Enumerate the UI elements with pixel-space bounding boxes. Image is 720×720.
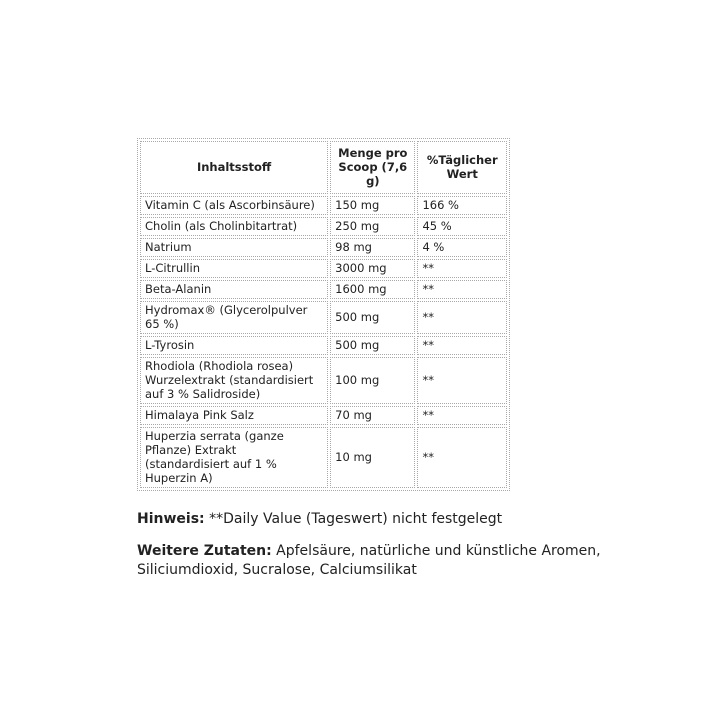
table-row	[140, 406, 507, 425]
supplement-facts-table	[137, 138, 510, 491]
ingredient-cell: Vitamin C (als Ascorbinsäure)	[140, 196, 328, 215]
daily-value-cell: **	[417, 427, 507, 488]
amount-cell: 500 mg	[330, 336, 415, 355]
daily-value-cell: **	[417, 336, 507, 355]
ingredient-cell: Cholin (als Cholinbitartrat)	[140, 217, 328, 236]
amount-cell: 98 mg	[330, 238, 415, 257]
table-row	[140, 259, 507, 278]
table-row	[140, 280, 507, 299]
table-header-row	[140, 141, 507, 194]
ingredient-cell: Beta-Alanin	[140, 280, 328, 299]
table-row	[140, 357, 507, 404]
daily-value-cell: 166 %	[417, 196, 507, 215]
table-row	[140, 301, 507, 334]
ingredient-cell: Rhodiola (Rhodiola rosea) Wurzelextrakt (standardisiert auf 3 % Salidroside)	[140, 357, 328, 404]
daily-value-cell: 4 %	[417, 238, 507, 257]
amount-cell: 10 mg	[330, 427, 415, 488]
amount-cell: 250 mg	[330, 217, 415, 236]
amount-cell: 1600 mg	[330, 280, 415, 299]
table-row	[140, 196, 507, 215]
daily-value-cell: **	[417, 357, 507, 404]
daily-value-cell: **	[417, 259, 507, 278]
table-row	[140, 427, 507, 488]
note-hinweis-text: **Daily Value (Tageswert) nicht festgelegt	[204, 511, 503, 527]
note-zutaten-text: Apfelsäure, natürliche und künstliche Aromen, Siliciumdioxid, Sucralose, Calciumsilikat	[137, 543, 601, 578]
note-further-ingredients	[137, 542, 617, 580]
amount-cell: 3000 mg	[330, 259, 415, 278]
ingredient-cell: Hydromax® (Glycerolpulver 65 %)	[140, 301, 328, 334]
daily-value-cell: **	[417, 301, 507, 334]
header-ingredient: Inhaltsstoff	[140, 141, 328, 194]
ingredient-cell: Himalaya Pink Salz	[140, 406, 328, 425]
amount-cell: 100 mg	[330, 357, 415, 404]
ingredient-cell: Natrium	[140, 238, 328, 257]
note-zutaten-label: Weitere Zutaten:	[137, 543, 272, 559]
table-row	[140, 336, 507, 355]
daily-value-cell: **	[417, 406, 507, 425]
amount-cell: 70 mg	[330, 406, 415, 425]
header-daily-value: %Täglicher Wert	[417, 141, 507, 194]
header-amount: Menge pro Scoop (7,6 g)	[330, 141, 415, 194]
ingredient-cell: L-Citrullin	[140, 259, 328, 278]
ingredient-cell: L-Tyrosin	[140, 336, 328, 355]
note-hinweis	[137, 510, 617, 529]
daily-value-cell: **	[417, 280, 507, 299]
amount-cell: 500 mg	[330, 301, 415, 334]
table-row	[140, 238, 507, 257]
amount-cell: 150 mg	[330, 196, 415, 215]
daily-value-cell: 45 %	[417, 217, 507, 236]
note-hinweis-label: Hinweis:	[137, 511, 205, 527]
table-row	[140, 217, 507, 236]
ingredient-cell: Huperzia serrata (ganze Pflanze) Extrakt (standardisiert auf 1 % Huperzin A)	[140, 427, 328, 488]
